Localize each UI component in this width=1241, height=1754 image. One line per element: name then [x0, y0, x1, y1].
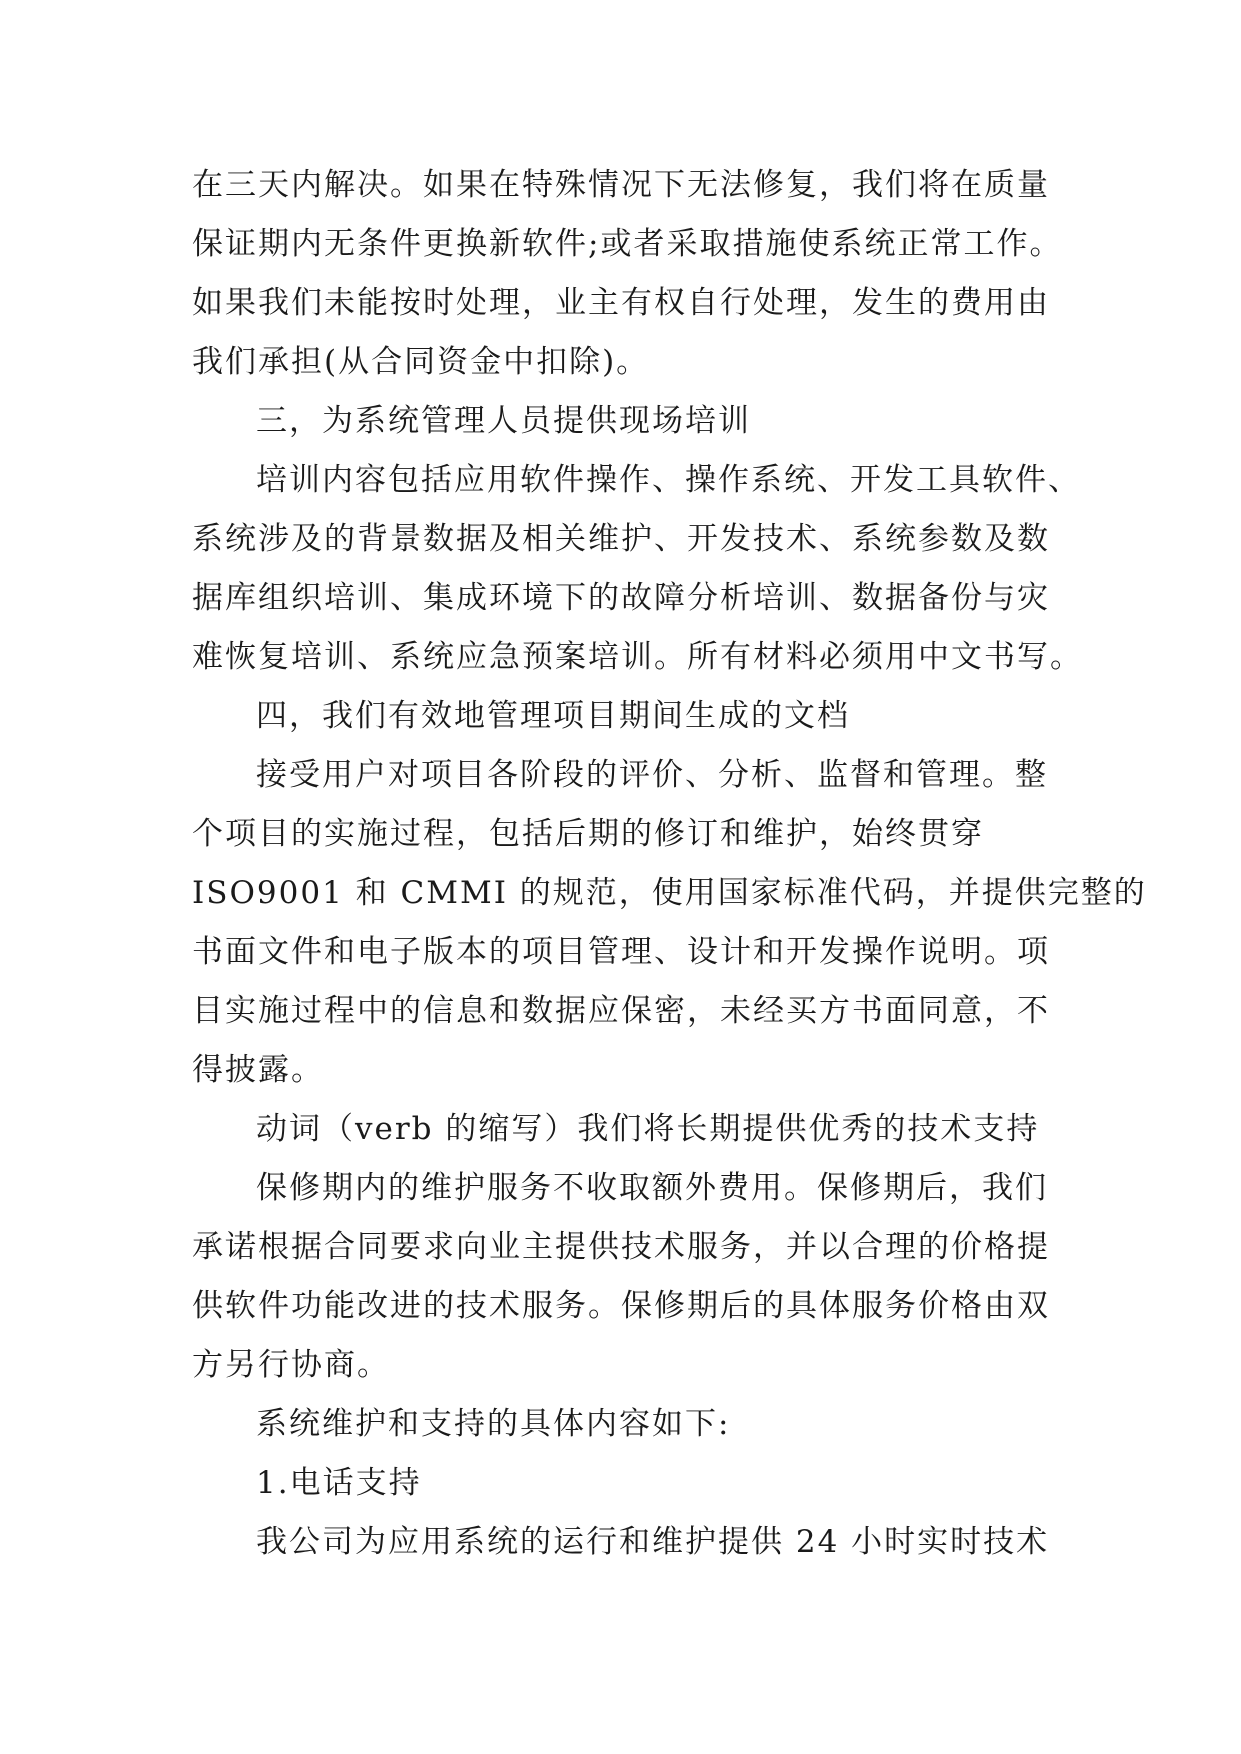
paragraph-line: 接受用户对项目各阶段的评价、分析、监督和管理。整: [256, 757, 1048, 793]
section-heading: 动词（verb 的缩写）我们将长期提供优秀的技术支持: [256, 1111, 1040, 1147]
paragraph-line: 承诺根据合同要求向业主提供技术服务，并以合理的价格提: [192, 1229, 1050, 1265]
paragraph-line: ISO9001 和 CMMI 的规范，使用国家标准代码，并提供完整的: [192, 875, 1147, 911]
paragraph-line: 难恢复培训、系统应急预案培训。所有材料必须用中文书写。: [192, 639, 1083, 675]
paragraph-line: 方另行协商。: [192, 1347, 390, 1383]
paragraph-line: 得披露。: [192, 1052, 324, 1088]
section-heading: 三，为系统管理人员提供现场培训: [256, 403, 751, 439]
paragraph-line: 系统涉及的背景数据及相关维护、开发技术、系统参数及数: [192, 521, 1050, 557]
paragraph-line: 培训内容包括应用软件操作、操作系统、开发工具软件、: [256, 462, 1081, 498]
paragraph-line: 我公司为应用系统的运行和维护提供 24 小时实时技术: [256, 1524, 1050, 1560]
paragraph-line: 供软件功能改进的技术服务。保修期后的具体服务价格由双: [192, 1288, 1050, 1324]
paragraph-line: 书面文件和电子版本的项目管理、设计和开发操作说明。项: [192, 934, 1050, 970]
paragraph-line: 如果我们未能按时处理，业主有权自行处理，发生的费用由: [192, 285, 1050, 321]
paragraph-line: 个项目的实施过程，包括后期的修订和维护，始终贯穿: [192, 816, 984, 852]
paragraph-line: 据库组织培训、集成环境下的故障分析培训、数据备份与灾: [192, 580, 1050, 616]
list-item-heading: 1.电话支持: [256, 1465, 422, 1501]
paragraph-line: 在三天内解决。如果在特殊情况下无法修复，我们将在质量: [192, 167, 1050, 203]
section-heading: 四，我们有效地管理项目期间生成的文档: [256, 698, 850, 734]
paragraph-line: 保证期内无条件更换新软件;或者采取措施使系统正常工作。: [192, 226, 1063, 262]
paragraph-line: 我们承担(从合同资金中扣除)。: [192, 344, 650, 380]
paragraph-line: 系统维护和支持的具体内容如下:: [256, 1406, 731, 1442]
paragraph-line: 目实施过程中的信息和数据应保密，未经买方书面同意，不: [192, 993, 1050, 1029]
paragraph-line: 保修期内的维护服务不收取额外费用。保修期后，我们: [256, 1170, 1048, 1206]
